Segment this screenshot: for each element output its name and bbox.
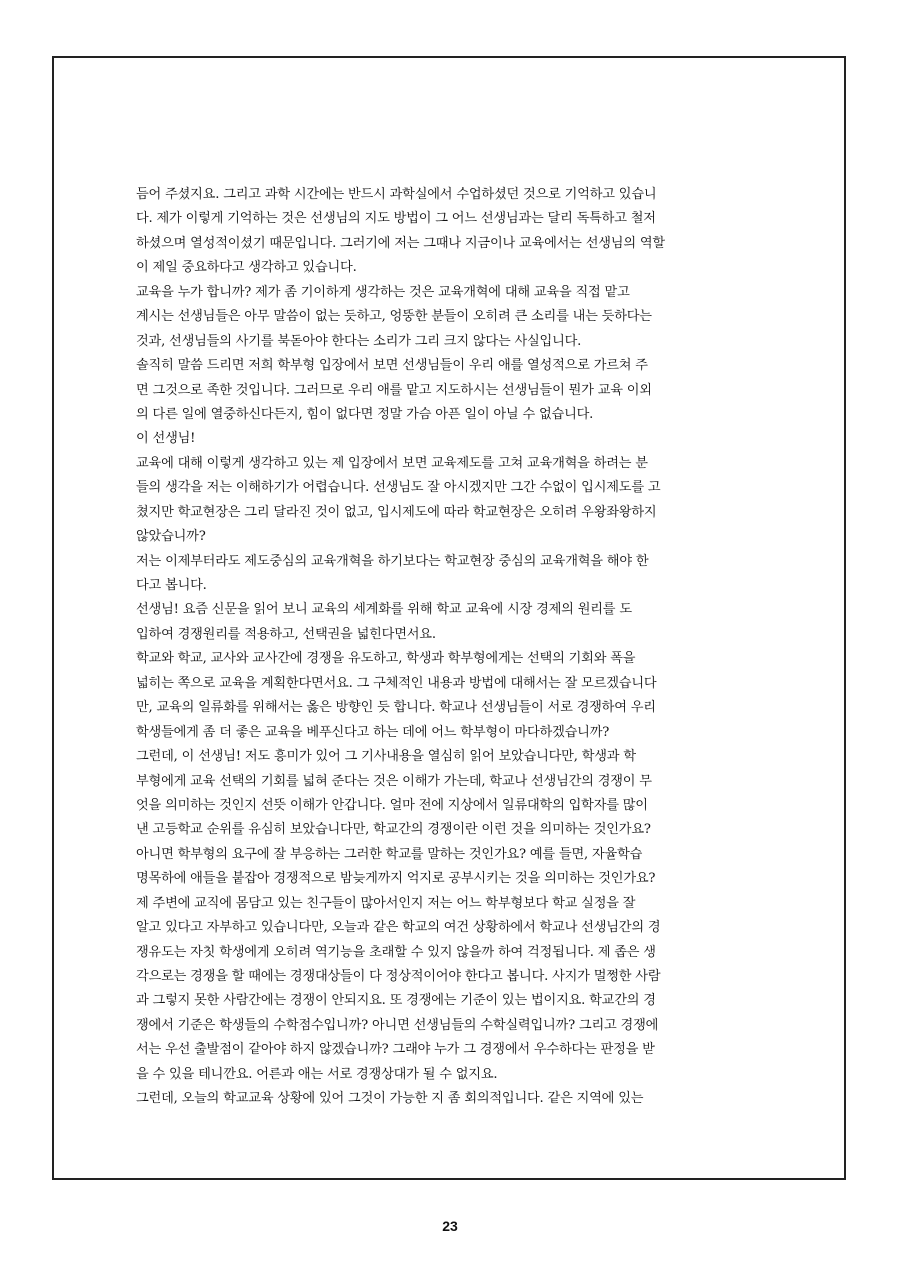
text-line: 그런데, 오늘의 학교교육 상황에 있어 그것이 가능한 지 좀 회의적입니다. 같은 지역에 있는 [136,1091,644,1107]
text-line: 아니면 학부형의 요구에 잘 부응하는 그러한 학교를 말하는 것인가요? 예를 들면, 자율학습 [136,846,643,862]
text-line: 을 수 있을 테니깐요. 어른과 애는 서로 경쟁상대가 될 수 없지요. [136,1066,498,1082]
body-text [136,183,768,1112]
text-line: 저는 이제부터라도 제도중심의 교육개혁을 하기보다는 학교현장 중심의 교육개혁을 해야 한 [136,553,649,569]
text-line: 그런데, 이 선생님! 저도 흥미가 있어 그 기사내용을 열심히 읽어 보았습니다만, 학생과 학 [136,749,636,765]
text-line: 학생들에게 좀 더 좋은 교육을 베푸신다고 하는 데에 어느 학부형이 마다하겠습니까? [136,724,610,740]
text-line: 솔직히 말씀 드리면 저희 학부형 입장에서 보면 선생님들이 우리 애를 열성적으로 가르쳐 주 [136,358,648,374]
text-line: 의 다른 일에 열중하신다든지, 힘이 없다면 정말 가슴 아픈 일이 아닐 수 없습니다. [136,406,594,422]
page-number: 23 [442,1218,458,1234]
text-line: 알고 있다고 자부하고 있습니다만, 오늘과 같은 학교의 여건 상황하에서 학교나 선생님간의 경 [136,920,661,936]
text-line: 다. 제가 이렇게 기억하는 것은 선생님의 지도 방법이 그 어느 선생님과는 달리 독특하고 철저 [136,211,656,227]
text-line: 계시는 선생님들은 아무 말씀이 없는 듯하고, 엉뚱한 분들이 오히려 큰 소리를 내는 듯하다는 [136,309,652,325]
text-line: 않았습니까? [136,529,206,545]
text-line: 교육에 대해 이렇게 생각하고 있는 제 입장에서 보면 교육제도를 고쳐 교육개혁을 하려는 분 [136,455,648,471]
text-line: 만, 교육의 일류화를 위해서는 옳은 방향인 듯 합니다. 학교나 선생님들이 서로 경쟁하여 우리 [136,700,656,716]
text-line: 엇을 의미하는 것인지 선뜻 이해가 안갑니다. 얼마 전에 지상에서 일류대학의 입학자를 많이 [136,797,648,813]
text-line: 다고 봅니다. [136,578,207,593]
text-line: 부형에게 교육 선택의 기회를 넓혀 준다는 것은 이해가 가는데, 학교나 선생님간의 경쟁이 무 [136,773,652,789]
text-line: 쟁유도는 자칫 학생에게 오히려 역기능을 초래할 수 있지 않을까 하여 걱정됩니다. 제 좁은 생 [136,944,656,960]
text-line: 과 그렇지 못한 사람간에는 경쟁이 안되지요. 또 경쟁에는 기준이 있는 법이지요. 학교간의 경 [136,993,656,1009]
text-line: 낸 고등학교 순위를 유심히 보았습니다만, 학교간의 경쟁이란 이런 것을 의미하는 것인가요? [136,822,651,838]
text-line: 선생님! 요즘 신문을 읽어 보니 교육의 세계화를 위해 학교 교육에 시장 경제의 원리를 도 [136,602,632,618]
text-line: 제 주변에 교직에 몸담고 있는 친구들이 많아서인지 저는 어느 학부형보다 학교 실정을 잘 [136,895,636,911]
text-line: 것과, 선생님들의 사기를 북돋아야 한다는 소리가 그리 크지 않다는 사실입니다. [136,333,582,349]
text-line: 쳤지만 학교현장은 그리 달라진 것이 없고, 입시제도에 따라 학교현장은 오히려 우왕좌왕하지 [136,504,657,520]
text-line: 학교와 학교, 교사와 교사간에 경쟁을 유도하고, 학생과 학부형에게는 선택의 기회와 폭을 [136,651,636,667]
text-line: 면 그것으로 족한 것입니다. 그러므로 우리 애를 맡고 지도하시는 선생님들이 뭔가 교육 이외 [136,382,652,398]
text-line: 듬어 주셨지요. 그리고 과학 시간에는 반드시 과학실에서 수업하셨던 것으로 기억하고 있습니 [136,187,657,202]
text-line: 명목하에 애들을 붙잡아 경쟁적으로 밤늦게까지 억지로 공부시키는 것을 의미하는 것인가요? [136,871,656,887]
text-line: 이 선생님! [136,431,196,447]
text-line: 입하여 경쟁원리를 적용하고, 선택권을 넓힌다면서요. [136,626,436,642]
text-line: 들의 생각을 저는 이해하기가 어렵습니다. 선생님도 잘 아시겠지만 그간 수없이 입시제도를 고 [136,480,661,496]
text-line: 서는 우선 출발점이 같아야 하지 않겠습니까? 그래야 누가 그 경쟁에서 우수하다는 판정을 받 [136,1042,655,1058]
text-line: 넓히는 쪽으로 교육을 계획한다면서요. 그 구체적인 내용과 방법에 대해서는 잘 모르겠습니다 [136,675,657,691]
text-line: 쟁에서 기준은 학생들의 수학점수입니까? 아니면 선생님들의 수학실력입니까? 그리고 경쟁에 [136,1017,659,1033]
text-line: 각으로는 경쟁을 할 때에는 경쟁대상들이 다 정상적이어야 한다고 봅니다. 사지가 멀쩡한 사람 [136,969,661,984]
text-line: 교육을 누가 합니까? 제가 좀 기이하게 생각하는 것은 교육개혁에 대해 교육을 직접 맡고 [136,284,630,300]
text-line: 이 제일 중요하다고 생각하고 있습니다. [136,260,357,276]
text-line: 하셨으며 열성적이셨기 때문입니다. 그러기에 저는 그때나 지금이나 교육에서는 선생님의 역할 [136,235,665,251]
